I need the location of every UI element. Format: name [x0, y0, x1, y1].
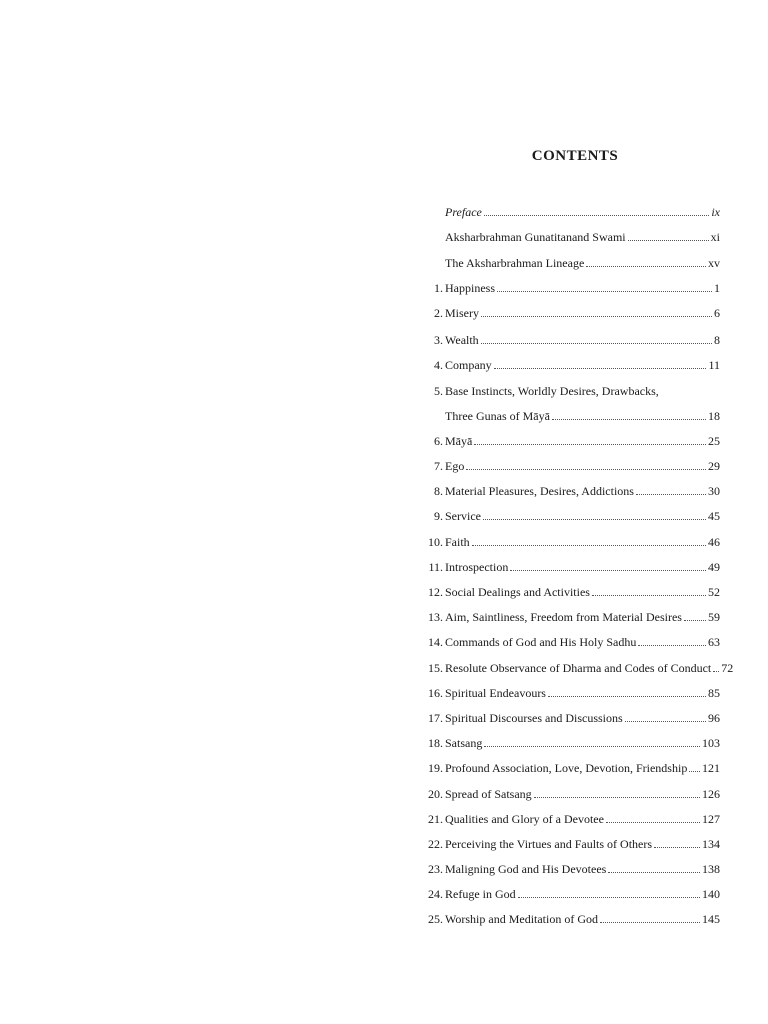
toc-entry-title: Maligning God and His Devotees: [445, 862, 607, 877]
toc-entry-number: 12.: [428, 585, 443, 599]
toc-entry-number: 3.: [434, 333, 443, 348]
toc-entry-page: ix: [711, 205, 720, 220]
toc-entry-page: 30: [708, 484, 720, 499]
dot-leader: [510, 570, 706, 571]
toc-entry-number: 24.: [428, 887, 443, 902]
toc-entry-page: 46: [708, 534, 720, 549]
toc-entry-number: 22.: [428, 836, 443, 851]
dot-leader: [600, 922, 700, 923]
toc-entry-title: Māyā: [445, 433, 473, 448]
toc-entry-number: 13.: [428, 610, 443, 625]
toc-entry-title: Preface: [445, 205, 482, 220]
toc-entry-number: 4.: [434, 358, 443, 373]
toc-entry: [420, 498, 720, 523]
toc-entry: [420, 398, 720, 423]
toc-entry-title: Resolute Observance of Dharma and Codes of Conduct: [445, 660, 712, 675]
toc-entry-number: 14.: [428, 635, 443, 650]
toc-entry-page: 25: [708, 433, 720, 448]
dot-leader: [592, 595, 706, 596]
toc-entry-page: 52: [708, 585, 720, 599]
dot-leader: [606, 822, 700, 823]
toc-entry: [420, 347, 720, 372]
dot-leader: [484, 215, 709, 216]
toc-entry-title: Social Dealings and Activities: [445, 585, 590, 599]
toc-entry-title: Base Instincts, Worldly Desires, Drawbacks,: [445, 383, 659, 398]
toc-entry-page: 18: [708, 408, 720, 423]
toc-entry-number: 18.: [428, 736, 443, 751]
toc-entry: [420, 826, 720, 851]
toc-entry: [420, 750, 720, 775]
dot-leader: [484, 746, 700, 747]
toc-entry-page: 96: [708, 710, 720, 725]
toc-entry-title: Faith: [445, 534, 470, 549]
toc-entry-number: 19.: [428, 761, 443, 776]
toc-entry: [420, 244, 720, 269]
dot-leader: [481, 316, 712, 317]
toc-entry: [420, 295, 720, 320]
toc-entry-title: Perceiving the Virtues and Faults of Others: [445, 836, 653, 851]
toc-entry-page: 138: [702, 862, 720, 877]
toc-entry-title: Aim, Saintliness, Freedom from Material Desires: [445, 610, 682, 625]
dot-leader: [552, 419, 706, 420]
toc-entry: [420, 675, 720, 700]
toc-entry-title: Spiritual Discourses and Discussions: [445, 710, 623, 725]
toc-entry-number: 9.: [434, 509, 443, 524]
toc-entry-number: 23.: [428, 862, 443, 877]
page-title: CONTENTS: [531, 148, 619, 164]
dot-leader: [474, 444, 706, 445]
toc-entry-number: 11.: [428, 559, 443, 574]
toc-entry: [420, 322, 720, 347]
dot-leader: [497, 291, 712, 292]
toc-entry-page: 6: [714, 305, 720, 320]
toc-entry-page: 121: [702, 761, 720, 776]
dot-leader: [636, 494, 706, 495]
toc-entry-number: 8.: [434, 484, 443, 499]
toc-entry-page: 11: [708, 358, 720, 373]
toc-entry-title: Wealth: [445, 333, 479, 348]
toc-entry-page: 127: [702, 811, 720, 826]
toc-entry-title: Misery: [445, 305, 479, 320]
dot-leader: [483, 519, 706, 520]
dot-leader: [684, 620, 706, 621]
toc-entry: [420, 599, 720, 624]
toc-entry: [420, 901, 720, 926]
toc-entry-number: 17.: [428, 710, 443, 725]
dot-leader: [466, 469, 706, 470]
dot-leader: [608, 872, 700, 873]
dot-leader: [472, 545, 706, 546]
toc-entry-number: 21.: [428, 811, 443, 826]
toc-entry-number: 7.: [434, 459, 443, 474]
toc-entry-number: 6.: [434, 433, 443, 448]
toc-entry-title: Three Gunas of Māyā: [445, 408, 550, 423]
toc-entry: [420, 851, 720, 876]
toc-entry-page: 72: [721, 660, 734, 675]
toc-entry-title: The Aksharbrahman Lineage: [445, 255, 585, 270]
toc-entry: [420, 574, 720, 599]
toc-entry-title: Service: [445, 509, 481, 524]
toc-entry-page: 134: [702, 836, 720, 851]
toc-entry-page: 1: [714, 280, 720, 295]
toc-entry: [420, 523, 720, 548]
dot-leader: [481, 343, 712, 344]
toc-entry-page: xi: [710, 230, 720, 245]
toc-entry-title: Qualities and Glory of a Devotee: [445, 811, 604, 826]
toc-entry-page: 8: [714, 333, 720, 348]
toc-entry: [420, 549, 720, 574]
dot-leader: [548, 696, 706, 697]
toc-entry: [420, 624, 720, 649]
toc-entry-title: Introspection: [445, 559, 509, 574]
toc-entry-title: Profound Association, Love, Devotion, Friendship: [445, 761, 688, 776]
dot-leader: [654, 847, 700, 848]
dot-leader: [638, 645, 706, 646]
toc-entry-title: Refuge in God: [445, 887, 516, 902]
toc-entry-page: 140: [702, 887, 720, 902]
toc-entry-page: 103: [702, 736, 720, 751]
toc-entry: [420, 473, 720, 498]
toc-entry: [420, 448, 720, 473]
toc-entry-number: 20.: [428, 786, 443, 801]
toc-entry-number: 25.: [428, 912, 443, 927]
toc-entry: [420, 649, 734, 675]
toc-entry-number: 5.: [434, 383, 443, 398]
dot-leader: [628, 240, 709, 241]
dot-leader: [713, 671, 719, 672]
toc-entry-page: 29: [708, 459, 720, 474]
toc-entry-title: Spiritual Endeavours: [445, 685, 546, 700]
toc-entry-title: Spread of Satsang: [445, 786, 532, 801]
dot-leader: [586, 266, 706, 267]
dot-leader: [689, 771, 700, 772]
toc-entry-number: 1.: [434, 280, 443, 295]
toc-entry-title: Company: [445, 358, 492, 373]
toc-entry-number: 16.: [428, 685, 443, 700]
toc-entry-page: 145: [702, 912, 720, 927]
toc-entry: [420, 725, 720, 750]
toc-entry-page: 63: [708, 635, 720, 650]
toc-entry-title: Material Pleasures, Desires, Addictions: [445, 484, 634, 499]
toc-entry-number: 15.: [428, 660, 443, 675]
toc-entry-page: 49: [708, 559, 720, 574]
toc-entry: [420, 801, 720, 826]
toc-entry-title: Aksharbrahman Gunatitanand Swami: [445, 230, 626, 245]
toc-entry: [420, 194, 720, 219]
dot-leader: [625, 721, 706, 722]
toc-entry-page: 59: [708, 610, 720, 625]
toc-entry-number: 10.: [428, 534, 443, 549]
dot-leader: [518, 897, 700, 898]
toc-entry-title: Happiness: [445, 280, 495, 295]
toc-entry: [420, 775, 720, 800]
toc-entry-page: 85: [708, 685, 720, 700]
table-of-contents: [420, 194, 734, 927]
dot-leader: [534, 797, 700, 798]
toc-entry: [420, 270, 720, 295]
toc-entry-page: 126: [702, 786, 720, 801]
toc-entry: [420, 372, 720, 397]
toc-entry-page: 45: [708, 509, 720, 524]
toc-entry: [420, 423, 720, 448]
toc-entry-number: 2.: [434, 305, 443, 320]
dot-leader: [494, 368, 707, 369]
toc-entry-title: Ego: [445, 459, 465, 474]
toc-entry-title: Worship and Meditation of God: [445, 912, 599, 927]
toc-entry: [420, 876, 720, 901]
toc-entry-title: Commands of God and His Holy Sadhu: [445, 635, 637, 650]
toc-entry-page: xv: [708, 255, 720, 270]
toc-entry: [420, 219, 720, 244]
toc-entry: [420, 700, 720, 725]
toc-entry-title: Satsang: [445, 736, 483, 751]
